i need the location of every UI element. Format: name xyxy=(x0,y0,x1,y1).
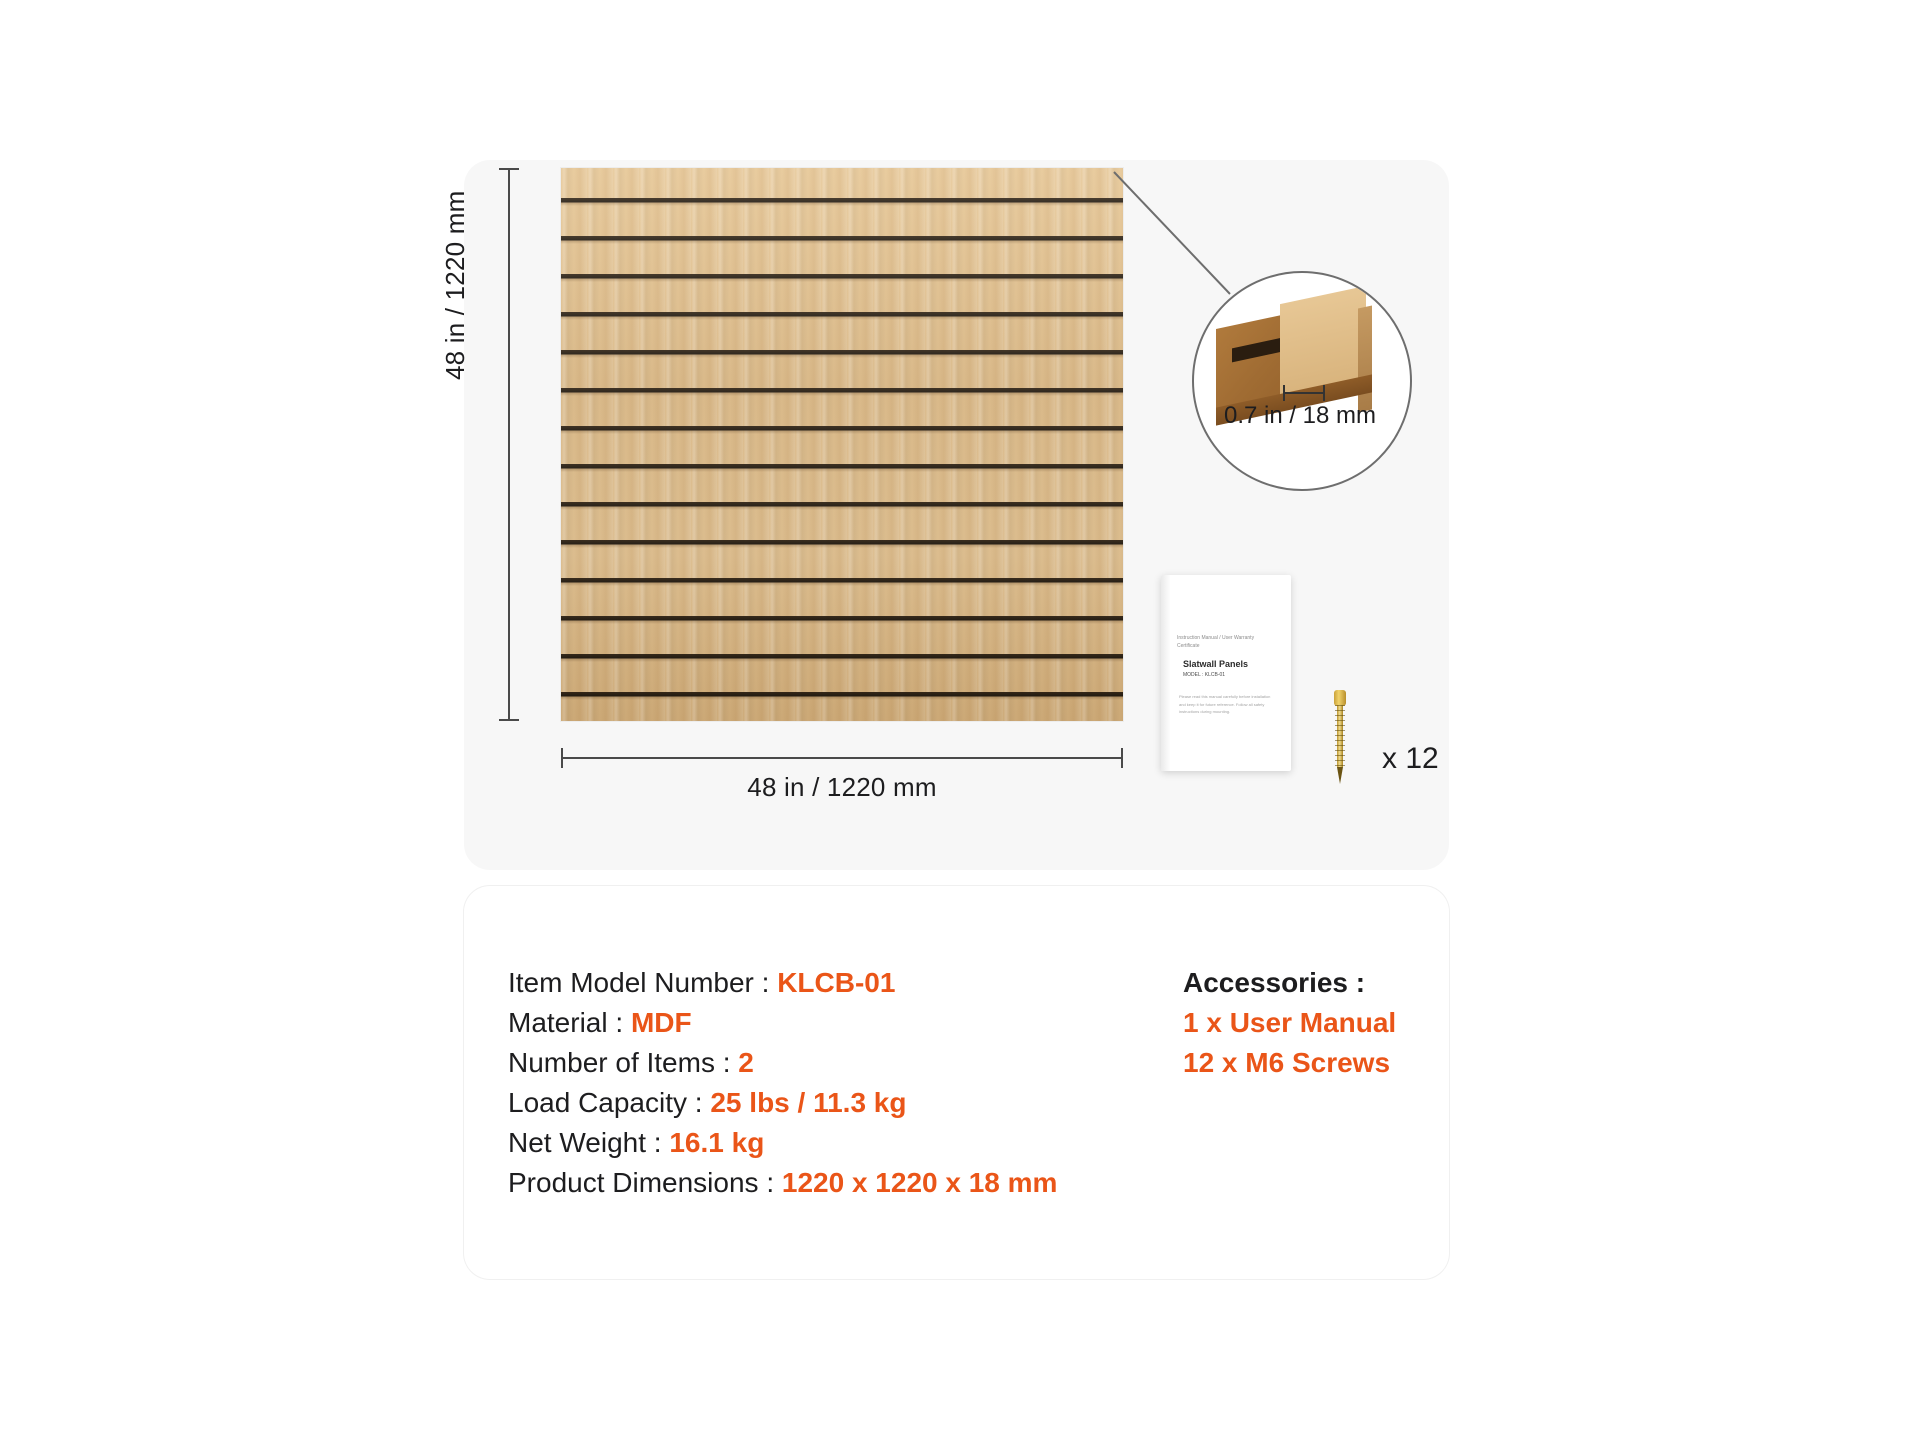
spec-label: Number of Items : xyxy=(508,1047,731,1078)
spec-value: MDF xyxy=(630,1007,692,1038)
edge-detail-illustration xyxy=(1194,273,1410,489)
thickness-dimension-label: 0.7 in / 18 mm xyxy=(1223,402,1377,429)
spec-row xyxy=(508,1123,1128,1163)
spec-label: Product Dimensions : xyxy=(508,1167,775,1198)
panel-right-edge-shape xyxy=(1358,306,1372,413)
width-dimension-line xyxy=(561,757,1123,759)
accessory-item: 12 x M6 Screws xyxy=(1183,1047,1391,1078)
spec-label: Net Weight : xyxy=(508,1127,662,1158)
manual-body-text: Please read this manual carefully before installation and keep it for future reference. Follow all safety instructions during mounting. xyxy=(1179,694,1271,715)
accessories-list xyxy=(1183,963,1463,1083)
screw-tip xyxy=(1337,767,1343,784)
edge-detail-magnifier xyxy=(1192,271,1412,491)
accessories-title: Accessories : xyxy=(1183,967,1366,998)
width-dimension-label: 48 in / 1220 mm xyxy=(747,772,937,802)
spec-row xyxy=(508,963,1128,1003)
spec-value: 16.1 kg xyxy=(669,1127,765,1158)
spec-row xyxy=(508,1043,1128,1083)
spec-value: 1220 x 1220 x 18 mm xyxy=(781,1167,1058,1198)
screw-head xyxy=(1334,690,1346,706)
panel-shading xyxy=(561,168,1123,721)
manual-model-line: MODEL : KLCB-01 xyxy=(1183,672,1226,678)
spec-label: Item Model Number : xyxy=(508,967,770,998)
spec-label: Material : xyxy=(508,1007,624,1038)
manual-header-text: Instruction Manual / User Warranty Certificate xyxy=(1177,635,1255,649)
spec-row xyxy=(508,1163,1128,1203)
screw-quantity-label: x 12 xyxy=(1382,742,1439,775)
manual-spine xyxy=(1161,575,1170,771)
height-dimension-line xyxy=(508,168,510,721)
spec-value: 25 lbs / 11.3 kg xyxy=(710,1087,907,1118)
thickness-dimension-line xyxy=(1283,392,1325,394)
screw-image xyxy=(1333,690,1347,786)
spec-label: Load Capacity : xyxy=(508,1087,703,1118)
user-manual-image xyxy=(1161,575,1291,771)
screw-threads xyxy=(1335,705,1345,767)
spec-row xyxy=(508,1003,1128,1043)
specification-list xyxy=(508,963,1128,1203)
accessory-item: 1 x User Manual xyxy=(1183,1007,1397,1038)
slatwall-panel-image xyxy=(561,168,1123,721)
manual-title: Slatwall Panels xyxy=(1183,659,1249,669)
spec-value: KLCB-01 xyxy=(777,967,896,998)
height-dimension-label: 48 in / 1220 mm xyxy=(440,190,470,380)
spec-row xyxy=(508,1083,1128,1123)
spec-value: 2 xyxy=(738,1047,754,1078)
